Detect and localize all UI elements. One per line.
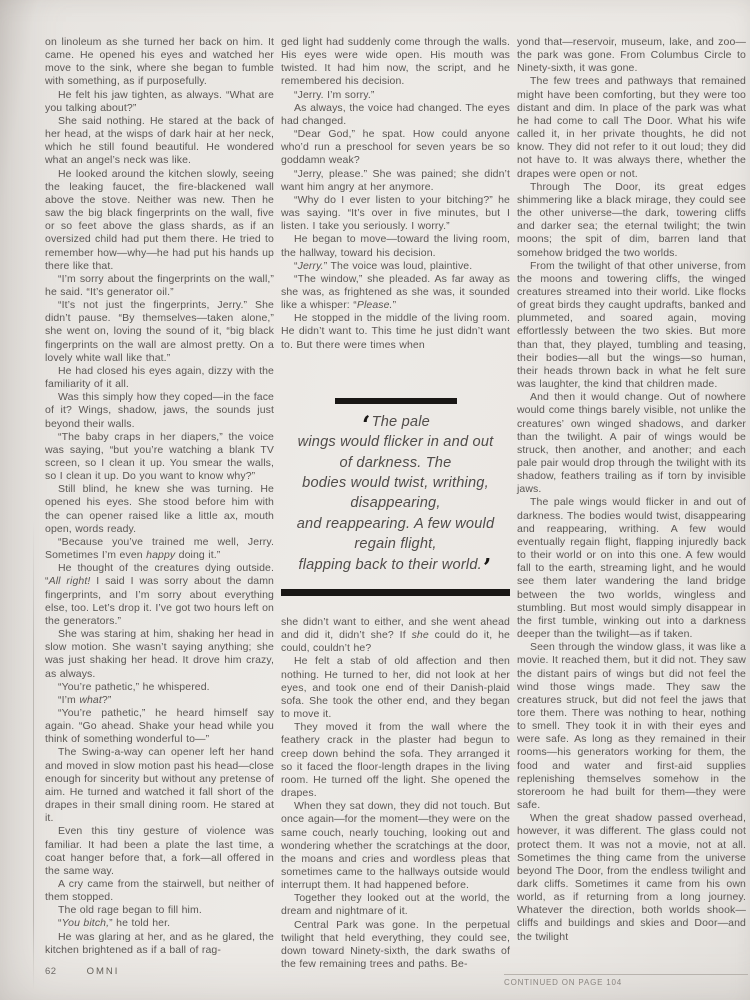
body-text: Was this simply how they coped—in the face of it? Wings, shadow, jaws, the sounds just beyond their walls. bbox=[45, 391, 274, 430]
paragraph bbox=[45, 365, 274, 391]
body-text: A cry came from the stairwell, but neither of them stopped. bbox=[45, 878, 274, 904]
paragraph bbox=[45, 36, 274, 89]
paragraph bbox=[517, 75, 746, 180]
paragraph bbox=[45, 483, 274, 536]
body-text: Central Park was gone. In the perpetual twilight that held everything, they could see, down toward Ninety-sixth, the dark swaths of the few remaining trees and paths. Be- bbox=[281, 918, 510, 971]
body-text: He stopped in the middle of the living room. He didn’t want to. This time he just didn’t want to. But there were times when bbox=[281, 312, 510, 351]
paragraph bbox=[45, 931, 274, 957]
body-text: ?” bbox=[101, 693, 112, 706]
body-text: He looked around the kitchen slowly, seeing the leaking faucet, the fire-blackened wall above the stove. Neither was new. Then he saw the big black fingerprints on the wall, five or so feet above the glass shards, as if an oversized child had put them there. He tried to remember how—why—he had put his hands up there like that. bbox=[45, 167, 274, 272]
body-text: The Swing-a-way can opener left her hand and moved in slow motion past his head—close enough for sincerity but without any pretense of aim. He turned and watched it fall short of the drapes in their small dining room. He stared at it. bbox=[45, 746, 274, 825]
column-2-upper-text bbox=[281, 36, 510, 352]
paragraph bbox=[517, 260, 746, 392]
body-text: “I’m bbox=[58, 693, 80, 706]
body-text: ” The voice was loud, plaintive. bbox=[323, 259, 473, 272]
body-text: ” he told her. bbox=[109, 917, 171, 930]
body-text: Together they looked out at the world, the dream and nightmare of it. bbox=[281, 892, 510, 918]
paragraph bbox=[281, 721, 510, 800]
paragraph bbox=[45, 391, 274, 430]
paragraph bbox=[281, 800, 510, 892]
magazine-name: OMNI bbox=[86, 966, 120, 977]
paragraph bbox=[517, 641, 746, 812]
paragraph bbox=[281, 233, 510, 259]
body-text: She said nothing. He stared at the back of her head, at the wisps of dark hair at her neck, which he still found beautiful. He wondered what an angel’s neck was like. bbox=[45, 114, 274, 167]
body-text: “The window,” she pleaded. As far away as she was, as frightened as she was, it sounded like a whisper: “ bbox=[281, 272, 510, 312]
page-crease bbox=[33, 520, 34, 990]
body-text: He felt his jaw tighten, as always. “What are you talking about?” bbox=[45, 88, 274, 114]
paragraph bbox=[45, 681, 274, 694]
italic-text: You bitch, bbox=[61, 917, 110, 930]
body-text: ged light had suddenly come through the walls. His eyes were wide open. His mouth was twisted. It had him now, the script, and he remembered his decision. bbox=[281, 36, 510, 88]
body-text: He was glaring at her, and as he glared, the kitchen brightened as if a ball of rag- bbox=[45, 930, 274, 956]
body-text: She was staring at him, shaking her head in slow motion. She wasn’t saying anything; she was just shaking her head. It drove him crazy, as always. bbox=[45, 628, 274, 680]
body-text: They moved it from the wall where the feathery crack in the plaster had begun to creep down behind the sofa. They arranged it so it faced the floor-length drapes in the living room. He turned off the light. She opened the drapes. bbox=[281, 721, 510, 800]
pull-quote-line: regain flight, bbox=[354, 536, 437, 553]
paragraph bbox=[45, 431, 274, 484]
italic-text: Please. bbox=[356, 299, 393, 312]
article-body bbox=[45, 36, 750, 971]
column-2-lower-text bbox=[281, 616, 510, 971]
body-text: on linoleum as she turned her back on him. It came. He opened his eyes and watched her move to the sink, where she began to fumble with something, as if purposefully. bbox=[45, 36, 274, 88]
paragraph bbox=[45, 878, 274, 904]
body-text: yond that—reservoir, museum, lake, and zoo—the park was gone. From Columbus Circle to Ninety-sixth, it was gone. bbox=[517, 36, 746, 75]
body-text: He felt a stab of old affection and then nothing. He turned to her, did not look at her eyes, and took one end of their Danish-plaid sofa. She took the other end, and they began to move it. bbox=[281, 655, 510, 721]
paragraph bbox=[517, 812, 746, 944]
paragraph bbox=[281, 616, 510, 655]
paragraph bbox=[45, 89, 274, 115]
paragraph bbox=[517, 496, 746, 641]
body-text: When they sat down, they did not touch. But once again—for the moment—they were on the same couch, nearly touching, looking out and wondering whether the scratchings at the door, the moans and cries and wordless pleas that sometimes came to the hallways outside would interrupt them. It had happened before. bbox=[281, 800, 510, 892]
body-text: When the great shadow passed overhead, however, it was different. The glass could not protect them. It was not a movie, not at all. Sometimes the thing came from the universe beyond The Door, from the endless twilight and dark cliffs. Sometimes it came from his own world, as if returning from a long journey. Whatever the direction, both worlds shook—cliffs and buildings and skies and Door—and the twilight bbox=[517, 812, 746, 943]
paragraph bbox=[281, 260, 510, 273]
pull-quote-rule-bottom bbox=[281, 589, 510, 596]
body-text: The few trees and pathways that remained might have been comforting, but they were too distant and dim. In place of the park was what he had come to call The Door. What his wife called it, in her private thoughts, he did not know. They did not refer to it out loud; they did not have to. It was always there, whether the drapes were open or not. bbox=[517, 75, 746, 180]
paragraph bbox=[45, 904, 274, 917]
continued-notice: CONTINUED ON PAGE 104 bbox=[504, 974, 748, 987]
body-text: “I’m sorry about the fingerprints on the wall,” he said. “It’s generator oil.” bbox=[45, 272, 274, 298]
body-text: she didn’t want to either, and she went ahead and did it, didn’t she? If bbox=[281, 616, 510, 642]
body-text: doing it.” bbox=[175, 549, 221, 562]
italic-text: she bbox=[411, 629, 429, 642]
paragraph bbox=[45, 115, 274, 168]
page-number: 62 bbox=[45, 966, 57, 977]
body-text: “You’re pathetic,” he whispered. bbox=[58, 680, 210, 693]
text-column-3 bbox=[517, 36, 746, 944]
italic-text: All right! bbox=[48, 575, 91, 588]
body-text: “Jerry. I’m sorry.” bbox=[294, 88, 375, 101]
body-text: “You’re pathetic,” he heard himself say again. “Go ahead. Shake your head while you think of something wonderful to—” bbox=[45, 706, 274, 746]
body-text: “The baby craps in her diapers,” the voice was saying, “but you’re watching a blank TV screen, so I clean it up. You smear the walls, so I clean it up. Do you want to know why?” bbox=[45, 430, 274, 483]
paragraph bbox=[281, 102, 510, 128]
paragraph bbox=[45, 825, 274, 878]
italic-text: Jerry. bbox=[297, 259, 324, 272]
paragraph bbox=[281, 273, 510, 312]
body-text: The old rage began to fill him. bbox=[58, 904, 202, 917]
pull-quote-line: bodies would twist, writhing, bbox=[302, 474, 489, 491]
paragraph bbox=[517, 36, 746, 75]
pull-quote bbox=[281, 398, 510, 596]
body-text: “Jerry, please.” She was pained; she didn’t want him angry at her anymore. bbox=[281, 167, 510, 193]
body-text: And then it would change. Out of nowhere would come things barely visible, not unlike the creatures’ own winged shadows, and darker than the twilight. A pair of wings would be struck, then another, and another; and each pale pair would drop through the twilight with its shadow, feathers trailing as if torn by invisible jaws. bbox=[517, 391, 746, 496]
body-text: could do it, he could, couldn’t he? bbox=[281, 629, 510, 655]
paragraph bbox=[281, 655, 510, 721]
paragraph bbox=[281, 312, 510, 351]
page-footer-left bbox=[45, 966, 119, 977]
body-text: “Why do I ever listen to your bitching?” he was saying. “It’s over in five minutes, but I listen. I take you seriously. I worry.” bbox=[281, 193, 510, 233]
paragraph bbox=[281, 89, 510, 102]
pull-quote-line: and reappearing. A few would bbox=[296, 515, 495, 532]
paragraph bbox=[517, 181, 746, 260]
paragraph bbox=[45, 273, 274, 299]
body-text: “Dear God,” he spat. How could anyone who’d run a preschool for seven years be so goddamn weak? bbox=[281, 128, 510, 167]
body-text: The pale wings would flicker in and out of darkness. The bodies would twist, disappearing and reappearing, writhing. A few would eventually regain flight, flapping injuredly back to their world or on into this one. A few would fall to the earth, streaming light, and he would see them later wandering the land bridge between the two worlds, wingless and stumbling. But most would simply disappear in the first tumble, winking out into a darkness deeper than the twilight—as if taken. bbox=[517, 496, 746, 641]
italic-text: what bbox=[79, 693, 102, 706]
open-quote-icon: ‘ bbox=[362, 409, 371, 439]
text-column-1 bbox=[45, 36, 274, 957]
body-text: Seen through the window glass, it was like a movie. It reached them, but it did not. They saw the distant pairs of wings but did not feel the wind those wings made. They saw the creatures struck, but did not feel the jaws that tore them. There was nothing to hear, nothing to smell. They took it in with their eyes and were safe. As long as they remained in their rooms—his generators working for them, the food and water and first-aid supplies replenishing themselves somehow in the storeroom he had built for them—they were safe. bbox=[517, 641, 746, 812]
body-text: From the twilight of that other universe, from the moons and towering cliffs, the winged creatures streamed into their world. Like flocks of great birds they caught updrafts, banked and plummeted, and soared again, moving effortlessly between the two skies. But more than that, they played, tumbling and teasing, their bodies—all but the wings—so human, their heads thrown back in what he felt sure was laughter, the kind that children made. bbox=[517, 259, 746, 391]
body-text: He had closed his eyes again, dizzy with the familiarity of it all. bbox=[45, 364, 274, 391]
paragraph bbox=[45, 917, 274, 930]
pull-quote-line: ‘The pale bbox=[362, 409, 430, 439]
body-text: ” bbox=[392, 299, 397, 312]
body-text: “Because you’ve trained me well, Jerry. Sometimes I’m even bbox=[45, 535, 274, 562]
paragraph bbox=[45, 707, 274, 746]
body-text: “ bbox=[294, 259, 298, 272]
paragraph bbox=[45, 299, 274, 365]
paragraph bbox=[281, 892, 510, 918]
pull-quote-text bbox=[281, 409, 510, 582]
body-text: I said I was sorry about the damn fingerprints, and I’m sorry about everything else, too. Let’s drop it. I’ve got two hours left on the generators.” bbox=[45, 575, 274, 627]
paragraph bbox=[45, 628, 274, 681]
paragraph bbox=[45, 746, 274, 825]
pull-quote-line: flapping back to their world.’ bbox=[298, 552, 492, 582]
body-text: “ bbox=[58, 917, 62, 930]
pull-quote-rule-top bbox=[335, 398, 457, 404]
paragraph bbox=[45, 562, 274, 628]
pull-quote-line: of darkness. The bbox=[339, 454, 452, 471]
paragraph bbox=[281, 919, 510, 972]
body-text: Still blind, he knew she was turning. He opened his eyes. She stood before him with the can opener raised like a little ax, mouth open, words ready. bbox=[45, 483, 274, 535]
pull-quote-line: wings would flicker in and out bbox=[297, 434, 494, 451]
paragraph bbox=[281, 128, 510, 167]
body-text: Through The Door, its great edges shimmering like a black mirage, they could see the other universe—the dark, towering cliffs and darker sea; the eternal twilight; the twin moons; the spit of dim, barren land that somehow bridged the two worlds. bbox=[517, 180, 746, 259]
paragraph bbox=[517, 391, 746, 496]
body-text: Even this tiny gesture of violence was familiar. It had been a plate the last time, a coat hanger before that, a fork—all offered in the same way. bbox=[45, 825, 274, 877]
body-text: “It’s not just the fingerprints, Jerry.” She didn’t pause. “By themselves—taken alone,” she went on, loving the sound of it, “big black fingerprints on the wall are almost pretty. On a lovely white wall like that.” bbox=[45, 299, 274, 364]
italic-text: happy bbox=[146, 549, 176, 562]
paragraph bbox=[45, 168, 274, 273]
paragraph bbox=[281, 194, 510, 233]
body-text: He began to move—toward the living room, the hallway, toward his decision. bbox=[281, 233, 510, 259]
body-text: He thought of the creatures dying outside. “ bbox=[45, 562, 274, 588]
body-text: As always, the voice had changed. The eyes had changed. bbox=[281, 101, 510, 127]
paragraph bbox=[45, 694, 274, 707]
paragraph bbox=[281, 36, 510, 89]
close-quote-icon: ’ bbox=[482, 552, 492, 582]
paragraph bbox=[45, 536, 274, 562]
paragraph bbox=[281, 168, 510, 194]
text-column-2 bbox=[281, 36, 510, 971]
pull-quote-line: disappearing, bbox=[350, 495, 441, 512]
